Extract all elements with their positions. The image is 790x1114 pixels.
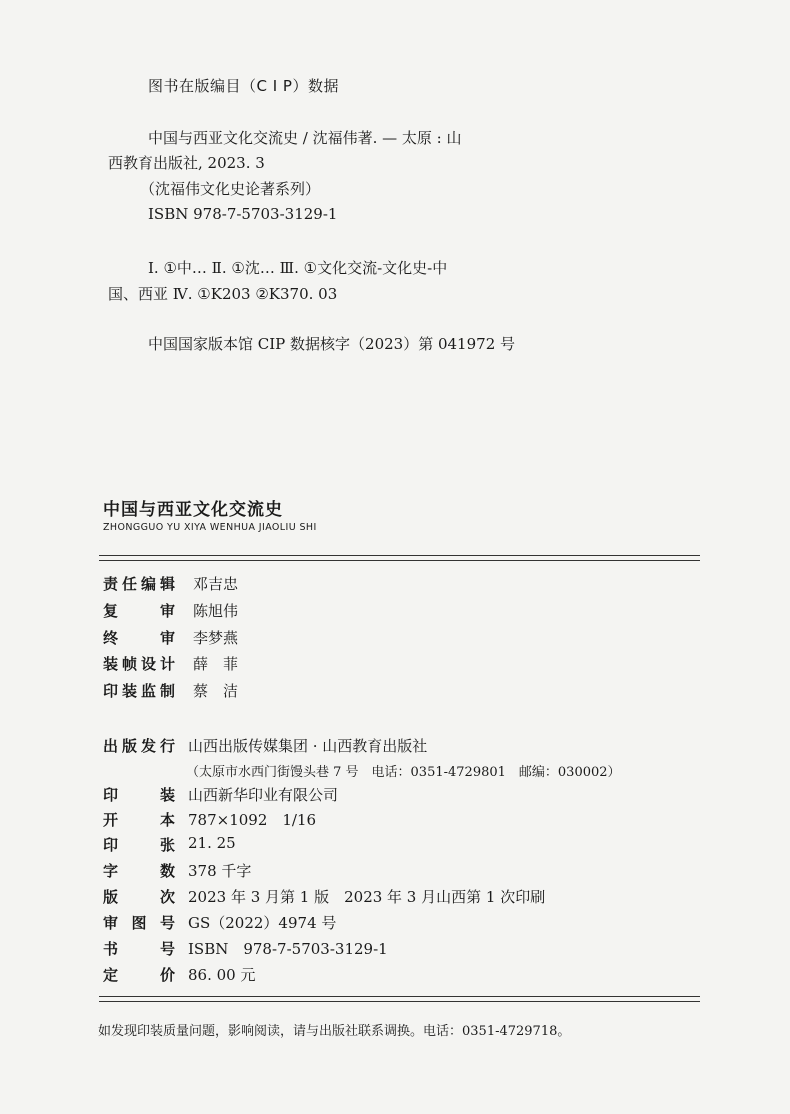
cip-line-title: 中国与西亚文化交流史 / 沈福伟著. — 太原 : 山 [148, 129, 462, 147]
editor-label-final: 终审 [103, 629, 175, 647]
editor-label-design: 装帧设计 [103, 655, 175, 673]
cip-line-classification: Ⅰ. ①中… Ⅱ. ①沈… Ⅲ. ①文化交流-文化史-中 [148, 259, 448, 277]
editor-label-responsible: 责任编辑 [103, 575, 175, 593]
detail-value-sheets: 21. 25 [188, 834, 236, 852]
cip-line-record-number: 中国国家版本馆 CIP 数据核字（2023）第 041972 号 [148, 335, 516, 353]
editor-value-responsible: 邓吉忠 [193, 575, 239, 593]
detail-value-format: 787×1092 1/16 [188, 811, 317, 829]
cip-heading: 图书在版编目（C I P）数据 [148, 77, 339, 95]
detail-label-sheets: 印张 [103, 836, 175, 854]
detail-value-word-count: 378 千字 [188, 862, 252, 880]
detail-label-map-approval: 审图号 [103, 914, 175, 932]
detail-label-isbn: 书号 [103, 940, 175, 958]
publisher-value: 山西出版传媒集团 · 山西教育出版社 [188, 737, 428, 755]
divider-bottom-a [99, 996, 700, 997]
publisher-label: 出版发行 [103, 737, 175, 755]
book-title-pinyin: ZHONGGUO YU XIYA WENHUA JIAOLIU SHI [103, 522, 317, 533]
quality-notice: 如发现印装质量问题，影响阅读，请与出版社联系调换。电话：0351-4729718。 [98, 1024, 571, 1039]
detail-label-word-count: 字数 [103, 862, 175, 880]
divider-top-b [99, 560, 700, 561]
detail-value-edition: 2023 年 3 月第 1 版 2023 年 3 月山西第 1 次印刷 [188, 888, 546, 906]
cip-line-isbn: ISBN 978-7-5703-3129-1 [148, 205, 338, 223]
detail-label-price: 定价 [103, 966, 175, 984]
divider-top-a [99, 555, 700, 556]
detail-value-printer: 山西新华印业有限公司 [188, 786, 339, 804]
editor-label-review: 复审 [103, 602, 175, 620]
cip-line-publisher: 西教育出版社, 2023. 3 [108, 154, 265, 172]
detail-label-format: 开本 [103, 811, 175, 829]
editor-value-review: 陈旭伟 [193, 602, 239, 620]
editor-value-final: 李梦燕 [193, 629, 239, 647]
cip-line-classification-cont: 国、西亚 Ⅳ. ①K203 ②K370. 03 [108, 285, 338, 303]
book-title: 中国与西亚文化交流史 [103, 500, 283, 520]
detail-value-price: 86. 00 元 [188, 966, 256, 984]
divider-bottom-b [99, 1001, 700, 1002]
detail-value-map-approval: GS（2022）4974 号 [188, 914, 337, 932]
detail-value-isbn: ISBN 978-7-5703-3129-1 [188, 940, 388, 958]
cip-line-series: （沈福伟文化史论著系列） [140, 180, 321, 198]
publisher-address: （太原市水西门街馒头巷 7 号 电话：0351-4729801 邮编：030002） [186, 765, 621, 780]
editor-value-print-supervisor: 蔡 洁 [193, 682, 239, 700]
detail-label-edition: 版次 [103, 888, 175, 906]
editor-value-design: 薛 菲 [193, 655, 239, 673]
editor-label-print-supervisor: 印装监制 [103, 682, 175, 700]
detail-label-printer: 印装 [103, 786, 175, 804]
